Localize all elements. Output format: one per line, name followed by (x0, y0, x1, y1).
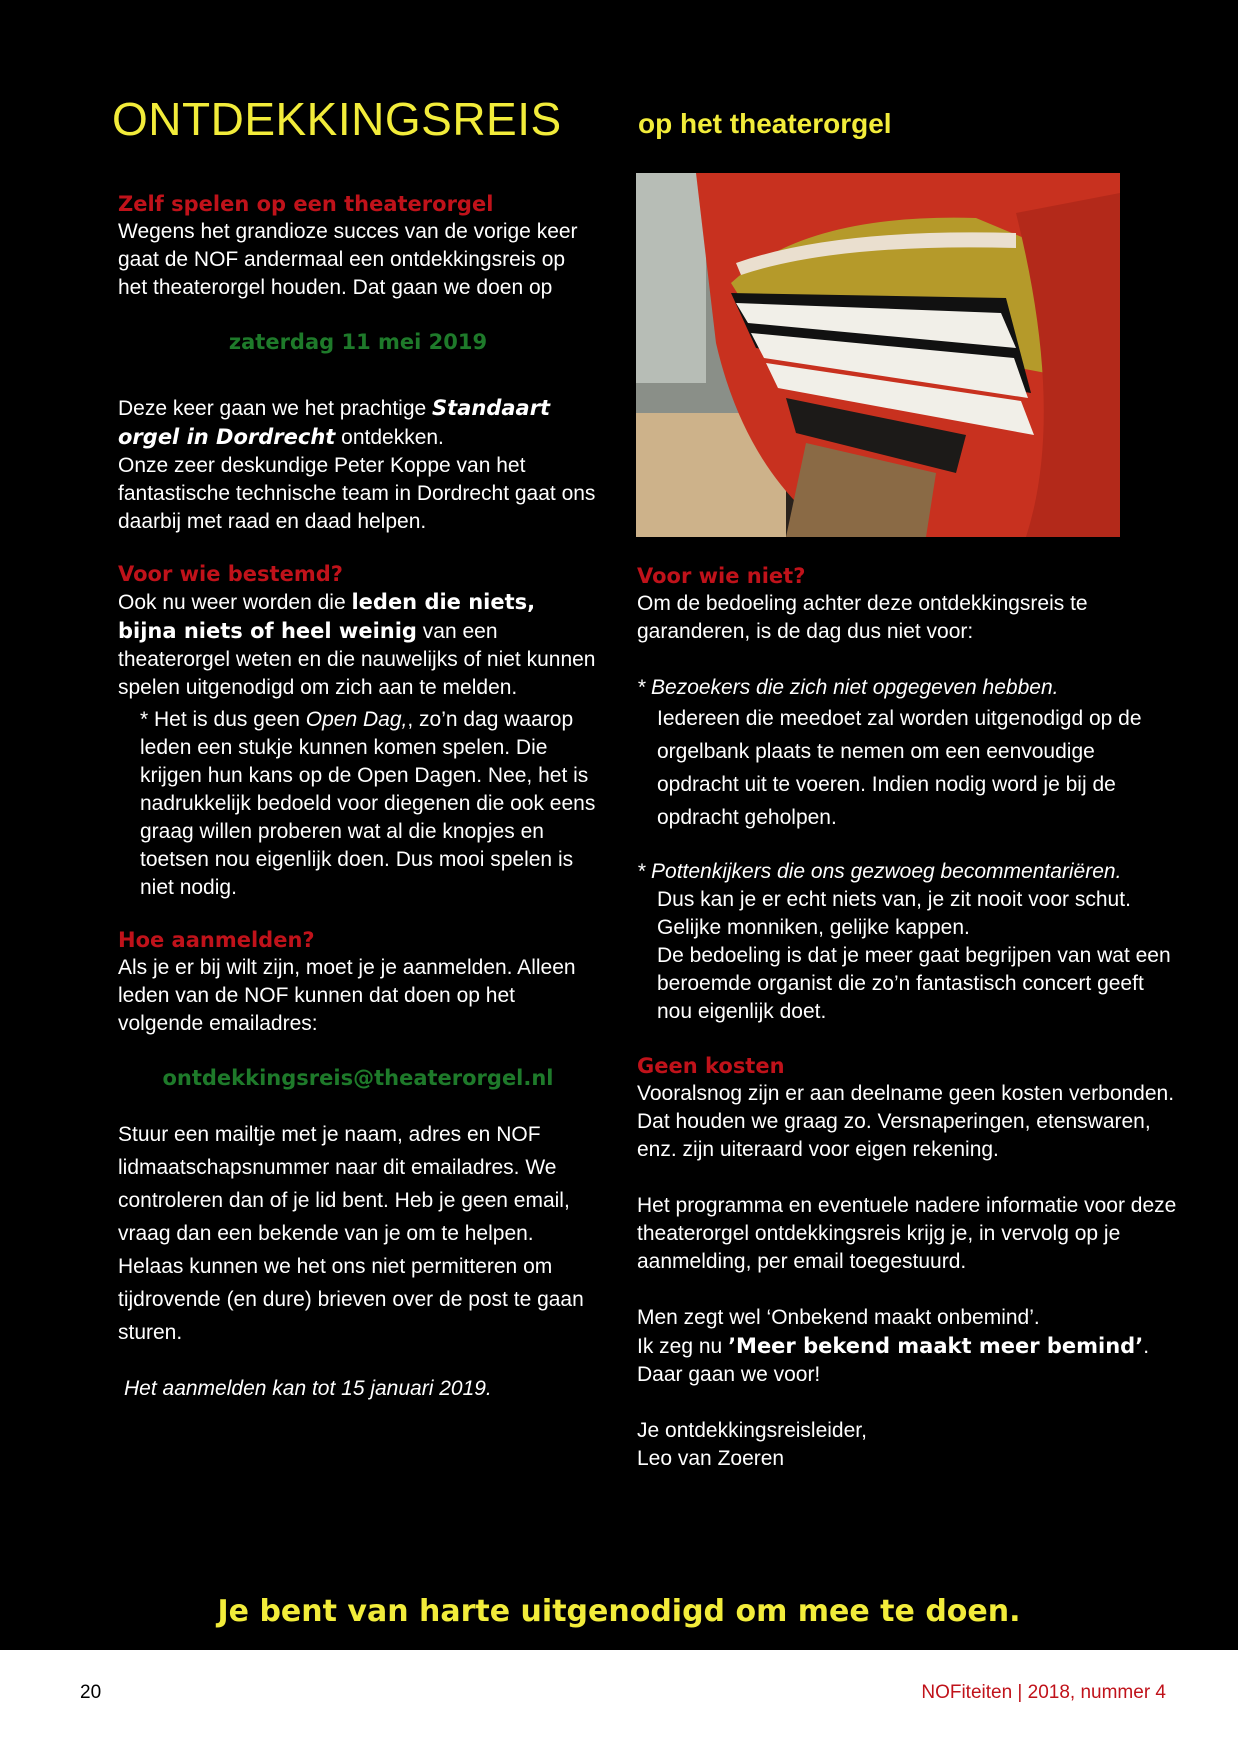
left-column (118, 190, 598, 1403)
pottenkijkers-heading: * Pottenkijkers die ons gezwoeg becommentariëren. (637, 860, 1122, 883)
aanmelden-text: Als je er bij wilt zijn, moet je je aanmelden. Alleen leden van de NOF kunnen dat doen op het volgende emailadres: (118, 956, 576, 1035)
peter-text: Onze zeer deskundige Peter Koppe van het fantastische technische team in Dordrecht gaat ons daarbij met raad en daad helpen. (118, 454, 596, 533)
bezoekers-text: Iedereen die meedoet zal worden uitgenodigd op de orgelbank plaats te nemen om een eenvoudige opdracht uit te voeren. Indien nodig word je bij de opdracht geholpen. (657, 707, 1142, 829)
men-zegt-text: Men zegt wel ‘Onbekend maakt onbemind’. (637, 1306, 1040, 1329)
pottenkijkers-text-2: De bedoeling is dat je meer gaat begrijpen van wat een beroemde organist die zo’n fantastisch concert geeft nou eigenlijk doet. (657, 944, 1171, 1023)
open-dag-note: * Het is dus geen Open Dag,, zo’n dag waarop leden een stukje kunnen komen spelen. Die krijgen hun kans op de Open Dagen. Nee, het is nadrukkelijk bedoeld voor diegenen die ook eens graag willen proberen wat al die knopjes en toetsen nou eigenlijk doen. Dus mooi spelen is niet nodig. (140, 708, 596, 899)
orgel-name: Standaart orgel in Dordrecht (118, 396, 551, 449)
event-date: zaterdag 11 mei 2019 (228, 330, 488, 354)
intro-text: Wegens het grandioze succes van de vorige keer gaat de NOF andermaal een ontdekkingsreis op het theaterorgel houden. Dat gaan we doen op (118, 220, 578, 299)
garanderen-text: Om de bedoeling achter deze ontdekkingsreis te garanderen, is de dag dus niet voor: (637, 592, 1088, 643)
pottenkijkers-text-1: Dus kan je er echt niets van, je zit nooit voor schut. Gelijke monniken, gelijke kappen. (657, 888, 1131, 939)
heading-zelf-spelen: Zelf spelen op een theaterorgel (118, 192, 494, 216)
voor-wie-bold: leden die niets, bijna niets of heel weinig (118, 590, 536, 643)
daar-text: Daar gaan we voor! (637, 1363, 821, 1386)
bezoekers-heading: * Bezoekers die zich niet opgegeven hebben. (637, 676, 1059, 699)
orgel-text: Deze keer gaan we het prachtige Standaart orgel in Dordrecht ontdekken. (118, 396, 551, 449)
signature-role: Je ontdekkingsreisleider, (637, 1419, 867, 1442)
theatre-organ-photo (636, 173, 1120, 537)
closing-invitation: Je bent van harte uitgenodigd om mee te doen. (217, 1594, 1021, 1629)
stuur-text: Stuur een mailtje met je naam, adres en NOF lidmaatschapsnummer naar dit emailadres. We controleren dan of je lid bent. Heb je geen email, vraag dan een bekende van je om te helpen. Helaas kunnen we het ons niet permitteren om tijdrovende (en dure) brieven over de post te gaan sturen. (118, 1123, 584, 1344)
page-number: 20 (80, 1682, 102, 1703)
heading-voor-wie-niet: Voor wie niet? (637, 564, 806, 588)
right-column (637, 562, 1182, 1473)
heading-aanmelden: Hoe aanmelden? (118, 928, 315, 952)
heading-kosten: Geen kosten (637, 1054, 785, 1078)
heading-voor-wie: Voor wie bestemd? (118, 562, 343, 586)
kosten-text: Vooralsnog zijn er aan deelname geen kosten verbonden. Dat houden we graag zo. Versnaperingen, etenswaren, enz. zijn uiteraard voor eigen rekening. (637, 1082, 1175, 1161)
page-title: ONTDEKKINGSREIS (112, 93, 562, 145)
ik-zeg-text: Ik zeg nu ’Meer bekend maakt meer bemind’. (637, 1334, 1150, 1358)
motto: ’Meer bekend maakt meer bemind’ (728, 1334, 1144, 1358)
voor-wie-text: Ook nu weer worden die leden die niets, bijna niets of heel weinig van een theaterorgel weten en die nauwelijks of niet kunnen spelen uitgenodigd om zich aan te melden. (118, 590, 596, 699)
magazine-issue: NOFiteiten | 2018, nummer 4 (921, 1682, 1166, 1703)
email-address[interactable]: ontdekkingsreis@theaterorgel.nl (162, 1066, 554, 1090)
deadline-text: Het aanmelden kan tot 15 januari 2019. (124, 1377, 492, 1400)
signature-name: Leo van Zoeren (637, 1447, 785, 1470)
page-subtitle: op het theaterorgel (638, 108, 892, 139)
programma-text: Het programma en eventuele nadere informatie voor deze theaterorgel ontdekkingsreis krijg je, in vervolg op je aanmelding, per email toegestuurd. (637, 1194, 1177, 1273)
